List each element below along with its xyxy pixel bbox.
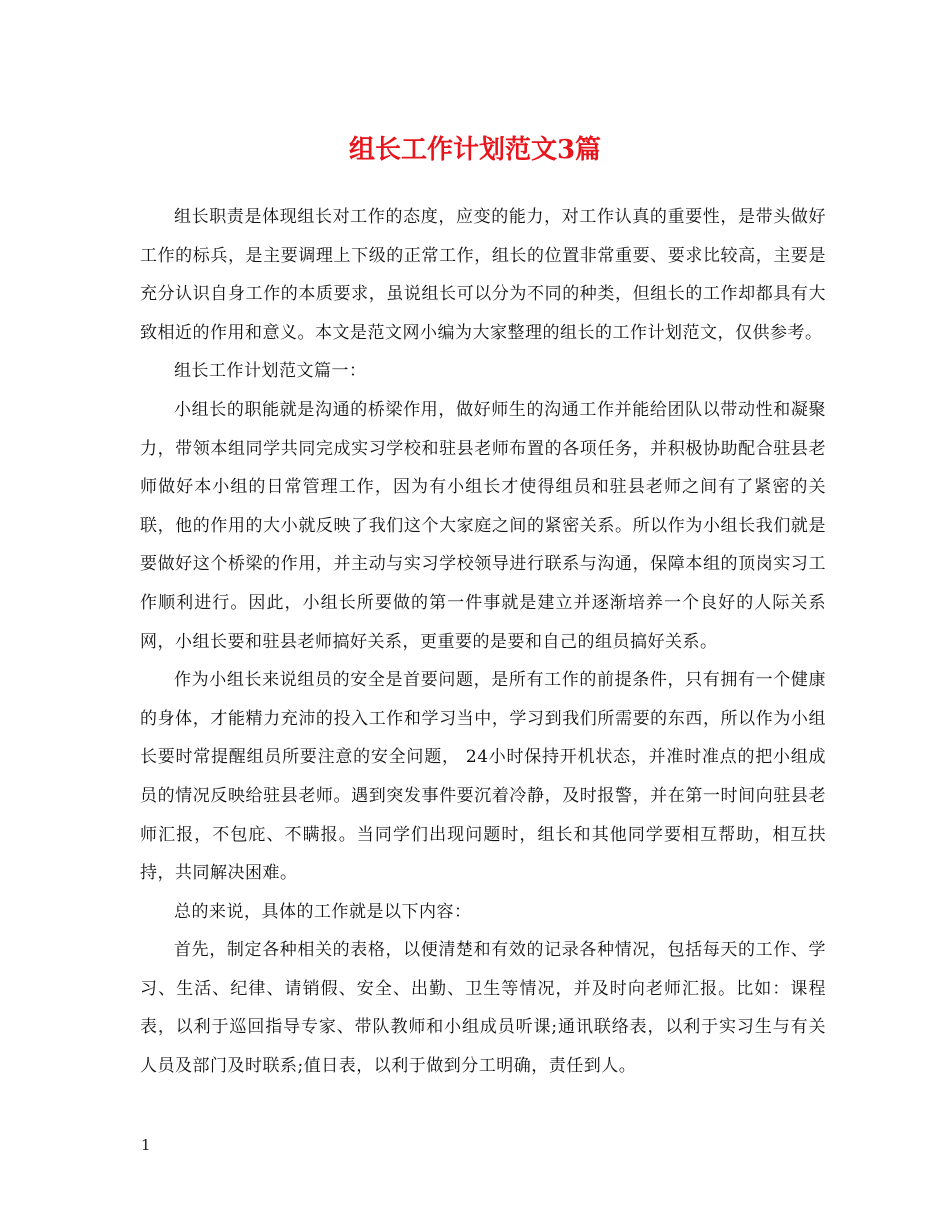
body-paragraph: 小组长的职能就是沟通的桥梁作用，做好师生的沟通工作并能给团队以带动性和凝聚力，带领本组同学共同完成实习学校和驻县老师布置的各项任务，并积极协助配合驻县老师做好本小组的日常管理工作，因为有小组长才使得组员和驻县老师之间有了紧密的关联，他的作用的大小就反映了我们这个大家庭之间的紧密关系。所以作为小组长我们就是要做好这个桥梁的作用，并主动与实习学校领导进行联系与沟通，保障本组的顶岗实习工作顺利进行。因此，小组长所要做的第一件事就是建立并逐渐培养一个良好的人际关系网，小组长要和驻县老师搞好关系，更重要的是要和自己的组员搞好关系。 bbox=[140, 399, 826, 652]
intro-paragraph: 组长职责是体现组长对工作的态度，应变的能力，对工作认真的重要性，是带头做好工作的标兵，是主要调理上下级的正常工作，组长的位置非常重要、要求比较高，主要是充分认识自身工作的本质要求，虽说组长可以分为不同的种类，但组长的工作却都具有大致相近的作用和意义。本文是范文网小编为大家整理的组长的工作计划范文，仅供参考。 bbox=[140, 207, 826, 343]
section-heading-part-one: 组长工作计划范文篇一： bbox=[174, 361, 367, 382]
page-number: 1 bbox=[141, 1136, 151, 1154]
body-paragraph: 首先，制定各种相关的表格，以便清楚和有效的记录各种情况，包括每天的工作、学习、生活、纪律、请销假、安全、出勤、卫生等情况，并及时向老师汇报。比如：课程表，以利于巡回指导专家、带队教师和小组成员听课;通讯联络表，以利于实习生与有关人员及部门及时联系;值日表，以利于做到分工明确，责任到人。 bbox=[140, 940, 826, 1077]
document-body bbox=[140, 198, 826, 1086]
summary-lead-paragraph: 总的来说，具体的工作就是以下内容： bbox=[174, 901, 472, 922]
document-title: 组长工作计划范文3篇 bbox=[348, 135, 602, 165]
body-paragraph: 作为小组长来说组员的安全是首要问题，是所有工作的前提条件，只有拥有一个健康的身体，才能精力充沛的投入工作和学习当中，学习到我们所需要的东西，所以作为小组长要时常提醒组员所要注意的安全问题， 24小时保持开机状态，并准时准点的把小组成员的情况反映给驻县老师。遇到突发事件要沉着冷静，及时报警，并在第一时间向驻县老师汇报，不包庇、不瞒报。当同学们出现问题时，组长和其他同学要相互帮助，相互扶持，共同解决困难。 bbox=[140, 670, 826, 884]
